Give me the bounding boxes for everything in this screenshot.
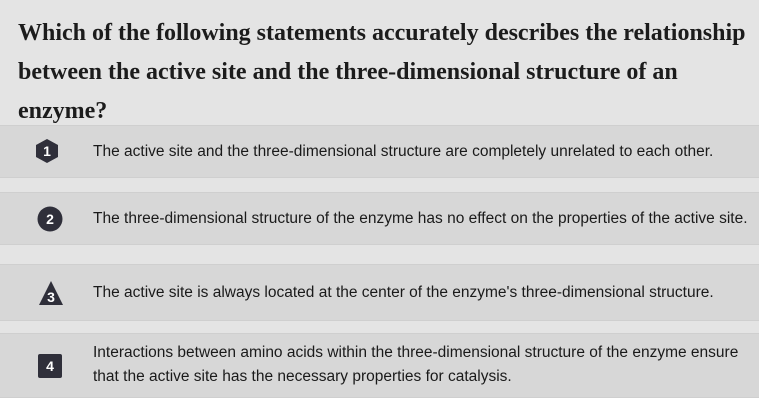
option-number: 1 [43, 143, 51, 159]
hexagon-badge-icon [34, 138, 60, 164]
square-badge-icon [37, 353, 63, 379]
question-text: Which of the following statements accurately describes the relationship between the active site and the three-dimensional structure of an enzyme? [18, 20, 746, 124]
triangle-badge-icon [38, 280, 64, 306]
answer-option-4[interactable] [0, 333, 759, 398]
option-label: The three-dimensional structure of the enzyme has no effect on the properties of the active site. [93, 210, 748, 227]
option-label: Interactions between amino acids within the three-dimensional structure of the enzyme ensure that the active site has the necessary properties for catalysis. [93, 344, 739, 385]
answer-option-1[interactable] [0, 125, 759, 178]
option-label: The active site and the three-dimensional structure are completely unrelated to each other. [93, 143, 714, 160]
answer-option-3[interactable] [0, 264, 759, 321]
answer-option-2[interactable] [0, 192, 759, 245]
option-number: 3 [47, 289, 55, 305]
option-label: The active site is always located at the center of the enzyme's three-dimensional structure. [93, 284, 714, 301]
option-number: 4 [46, 358, 54, 374]
circle-badge-icon [37, 206, 63, 232]
option-number: 2 [46, 211, 54, 227]
